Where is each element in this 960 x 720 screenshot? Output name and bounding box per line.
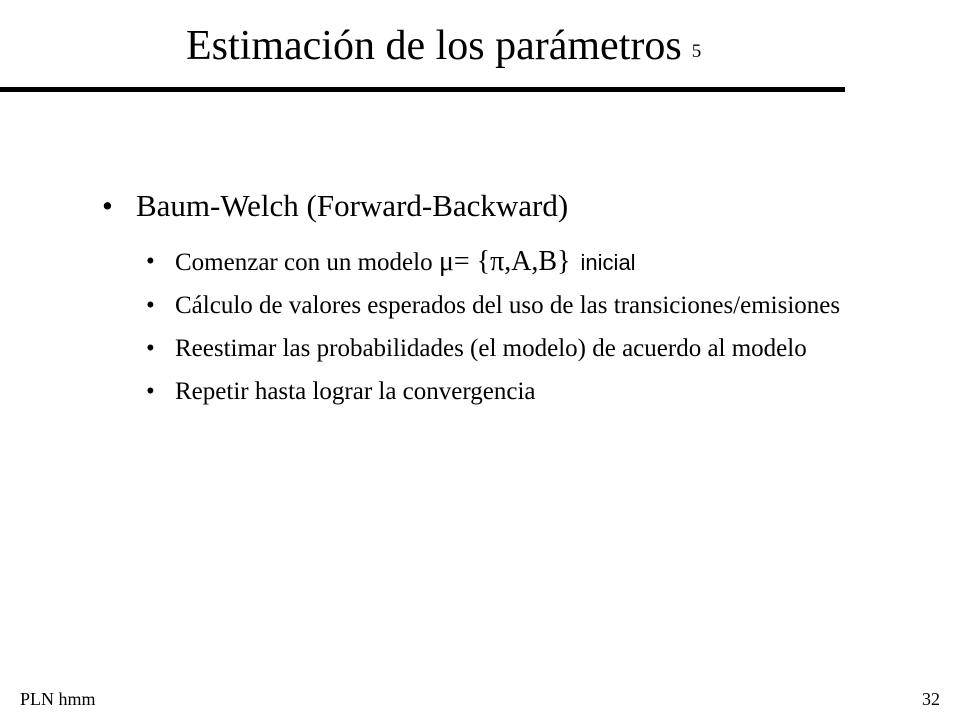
sub-bullet-1-suffix: inicial — [580, 250, 636, 275]
sub-bullet-2 — [146, 288, 886, 323]
sub-bullet-list — [146, 244, 886, 409]
main-bullet — [102, 186, 568, 226]
slide-title-text: Estimación de los parámetros — [186, 23, 682, 69]
bullet-dot: • — [146, 292, 155, 319]
slide-title — [186, 20, 701, 80]
footer-label: PLN hmm — [20, 689, 96, 709]
main-bullet-text: Baum-Welch (Forward-Backward) — [136, 188, 569, 223]
sub-bullet-1 — [146, 244, 886, 280]
sub-bullet-3 — [146, 331, 886, 366]
model-formula: μ= {π,A,B} — [438, 246, 571, 277]
bullet-dot: • — [146, 335, 155, 362]
bullet-dot: • — [146, 248, 155, 275]
bullet-dot: • — [146, 378, 155, 405]
sub-bullet-3-text: Reestimar las probabilidades (el modelo) de acuerdo al modelo — [175, 335, 807, 362]
bullet-dot: • — [102, 188, 113, 223]
title-superscript: 5 — [691, 41, 702, 62]
page-number: 32 — [922, 689, 940, 709]
sub-bullet-4 — [146, 374, 886, 409]
title-divider — [0, 87, 845, 92]
sub-bullet-4-text: Repetir hasta lograr la convergencia — [175, 378, 536, 405]
sub-bullet-2-text: Cálculo de valores esperados del uso de las transiciones/emisiones — [175, 292, 841, 319]
sub-bullet-1-prefix: Comenzar con un modelo — [175, 249, 433, 276]
